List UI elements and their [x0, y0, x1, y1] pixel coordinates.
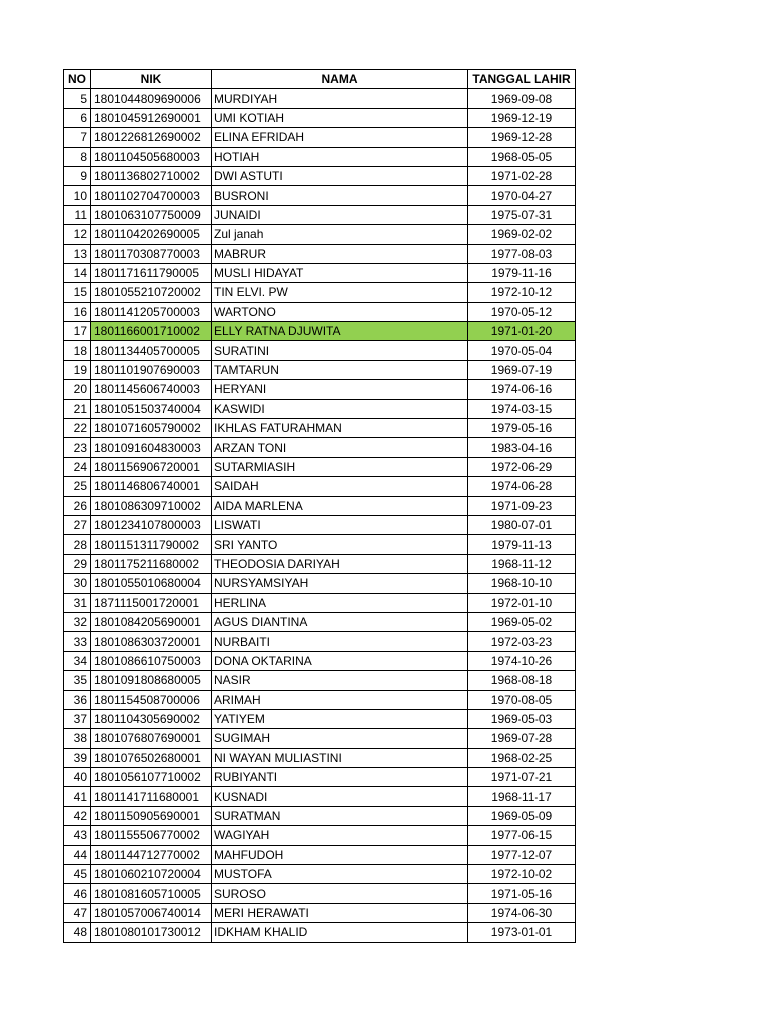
- table-row: [64, 186, 576, 205]
- nik-cell[interactable]: 1801080101730012: [91, 923, 212, 942]
- nama-cell[interactable]: BUSRONI: [212, 186, 468, 205]
- nama-cell[interactable]: MURDIYAH: [212, 89, 468, 108]
- nama-cell[interactable]: MABRUR: [212, 244, 468, 263]
- nik-cell[interactable]: 1801141711680001: [91, 787, 212, 806]
- nik-cell[interactable]: 1801057006740014: [91, 903, 212, 922]
- table-row: [64, 147, 576, 166]
- nama-cell[interactable]: NI WAYAN MULIASTINI: [212, 748, 468, 767]
- nik-cell[interactable]: 1801091604830003: [91, 438, 212, 457]
- row-number-cell[interactable]: 25: [64, 477, 91, 496]
- tanggal-lahir-cell[interactable]: 1970-05-12: [468, 302, 576, 321]
- tanggal-lahir-cell[interactable]: 1968-05-05: [468, 147, 576, 166]
- nama-cell[interactable]: RUBIYANTI: [212, 768, 468, 787]
- nik-cell[interactable]: 1801055010680004: [91, 574, 212, 593]
- tanggal-lahir-cell[interactable]: 1977-06-15: [468, 826, 576, 845]
- nama-cell[interactable]: HERLINA: [212, 593, 468, 612]
- nama-cell[interactable]: MUSTOFA: [212, 865, 468, 884]
- table-row: [64, 108, 576, 127]
- nama-cell[interactable]: KASWIDI: [212, 399, 468, 418]
- nik-cell[interactable]: 1801076502680001: [91, 748, 212, 767]
- row-number-cell[interactable]: 46: [64, 884, 91, 903]
- table-row: [64, 128, 576, 147]
- nik-cell[interactable]: 1801071605790002: [91, 419, 212, 438]
- nama-cell[interactable]: NURSYAMSIYAH: [212, 574, 468, 593]
- tanggal-lahir-cell[interactable]: 1974-06-30: [468, 903, 576, 922]
- table-row: [64, 438, 576, 457]
- row-number-cell[interactable]: 13: [64, 244, 91, 263]
- data-table: [63, 69, 576, 943]
- table-row: [64, 748, 576, 767]
- nik-cell[interactable]: 1801104305690002: [91, 709, 212, 728]
- row-number-cell[interactable]: 5: [64, 89, 91, 108]
- row-number-cell[interactable]: 48: [64, 923, 91, 942]
- nama-cell[interactable]: SUGIMAH: [212, 729, 468, 748]
- nik-cell[interactable]: 1801151311790002: [91, 535, 212, 554]
- row-number-cell[interactable]: 12: [64, 225, 91, 244]
- tanggal-lahir-cell[interactable]: 1972-01-10: [468, 593, 576, 612]
- table-row: [64, 166, 576, 185]
- row-number-cell[interactable]: 11: [64, 205, 91, 224]
- tanggal-lahir-cell[interactable]: 1968-08-18: [468, 671, 576, 690]
- nik-cell[interactable]: 1801104202690005: [91, 225, 212, 244]
- row-number-cell[interactable]: 9: [64, 166, 91, 185]
- tanggal-lahir-cell[interactable]: 1980-07-01: [468, 515, 576, 534]
- tanggal-lahir-cell[interactable]: 1969-12-19: [468, 108, 576, 127]
- table-row: [64, 244, 576, 263]
- table-row: [64, 671, 576, 690]
- nama-cell[interactable]: ARIMAH: [212, 690, 468, 709]
- table-row: [64, 923, 576, 942]
- table-row: [64, 535, 576, 554]
- nik-cell[interactable]: 1801166001710002: [91, 322, 212, 341]
- table-row: [64, 322, 576, 341]
- table-row: [64, 651, 576, 670]
- nama-cell[interactable]: SUTARMIASIH: [212, 457, 468, 476]
- row-number-cell[interactable]: 41: [64, 787, 91, 806]
- nama-cell[interactable]: SUROSO: [212, 884, 468, 903]
- table-row: [64, 632, 576, 651]
- row-number-cell[interactable]: 33: [64, 632, 91, 651]
- nik-cell[interactable]: 1801171611790005: [91, 263, 212, 282]
- tanggal-lahir-cell[interactable]: 1979-11-13: [468, 535, 576, 554]
- nik-cell[interactable]: 1801086610750003: [91, 651, 212, 670]
- row-number-cell[interactable]: 32: [64, 612, 91, 631]
- nama-cell[interactable]: HERYANI: [212, 380, 468, 399]
- nama-cell[interactable]: ELINA EFRIDAH: [212, 128, 468, 147]
- row-number-cell[interactable]: 20: [64, 380, 91, 399]
- nama-cell[interactable]: DWI ASTUTI: [212, 166, 468, 185]
- header-nama[interactable]: NAMA: [212, 70, 468, 89]
- nik-cell[interactable]: 1801104505680003: [91, 147, 212, 166]
- nik-cell[interactable]: 1801084205690001: [91, 612, 212, 631]
- nik-cell[interactable]: 1801146806740001: [91, 477, 212, 496]
- row-number-cell[interactable]: 43: [64, 826, 91, 845]
- nik-cell[interactable]: 1801175211680002: [91, 554, 212, 573]
- row-number-cell[interactable]: 21: [64, 399, 91, 418]
- row-number-cell[interactable]: 23: [64, 438, 91, 457]
- row-number-cell[interactable]: 17: [64, 322, 91, 341]
- table-row: [64, 768, 576, 787]
- nama-cell[interactable]: SURATMAN: [212, 806, 468, 825]
- tanggal-lahir-cell[interactable]: 1971-01-20: [468, 322, 576, 341]
- row-number-cell[interactable]: 36: [64, 690, 91, 709]
- nama-cell[interactable]: SRI YANTO: [212, 535, 468, 554]
- nik-cell[interactable]: 1801170308770003: [91, 244, 212, 263]
- row-number-cell[interactable]: 8: [64, 147, 91, 166]
- nama-cell[interactable]: MAHFUDOH: [212, 845, 468, 864]
- nik-cell[interactable]: 1801141205700003: [91, 302, 212, 321]
- tanggal-lahir-cell[interactable]: 1969-07-28: [468, 729, 576, 748]
- nik-cell[interactable]: 1801145606740003: [91, 380, 212, 399]
- header-no[interactable]: NO: [64, 70, 91, 89]
- table-row: [64, 845, 576, 864]
- nama-cell[interactable]: ELLY RATNA DJUWITA: [212, 322, 468, 341]
- row-number-cell[interactable]: 28: [64, 535, 91, 554]
- row-number-cell[interactable]: 44: [64, 845, 91, 864]
- nama-cell[interactable]: KUSNADI: [212, 787, 468, 806]
- row-number-cell[interactable]: 42: [64, 806, 91, 825]
- table-row: [64, 515, 576, 534]
- row-number-cell[interactable]: 47: [64, 903, 91, 922]
- tanggal-lahir-cell[interactable]: 1971-07-21: [468, 768, 576, 787]
- table-row: [64, 554, 576, 573]
- table-row: [64, 787, 576, 806]
- tanggal-lahir-cell[interactable]: 1969-12-28: [468, 128, 576, 147]
- table-row: [64, 360, 576, 379]
- table-row: [64, 496, 576, 515]
- nama-cell[interactable]: MERI HERAWATI: [212, 903, 468, 922]
- spreadsheet-sheet: [63, 69, 576, 943]
- nik-cell[interactable]: 1801055210720002: [91, 283, 212, 302]
- tanggal-lahir-cell[interactable]: 1972-10-02: [468, 865, 576, 884]
- tanggal-lahir-cell[interactable]: 1969-05-09: [468, 806, 576, 825]
- row-number-cell[interactable]: 24: [64, 457, 91, 476]
- tanggal-lahir-cell[interactable]: 1972-03-23: [468, 632, 576, 651]
- table-row: [64, 884, 576, 903]
- nik-cell[interactable]: 1801076807690001: [91, 729, 212, 748]
- tanggal-lahir-cell[interactable]: 1972-10-12: [468, 283, 576, 302]
- nama-cell[interactable]: LISWATI: [212, 515, 468, 534]
- nama-cell[interactable]: AGUS DIANTINA: [212, 612, 468, 631]
- row-number-cell[interactable]: 14: [64, 263, 91, 282]
- nik-cell[interactable]: 1801051503740004: [91, 399, 212, 418]
- nama-cell[interactable]: THEODOSIA DARIYAH: [212, 554, 468, 573]
- nama-cell[interactable]: SAIDAH: [212, 477, 468, 496]
- tanggal-lahir-cell[interactable]: 1974-06-28: [468, 477, 576, 496]
- tanggal-lahir-cell[interactable]: 1972-06-29: [468, 457, 576, 476]
- row-number-cell[interactable]: 22: [64, 419, 91, 438]
- tanggal-lahir-cell[interactable]: 1983-04-16: [468, 438, 576, 457]
- tanggal-lahir-cell[interactable]: 1969-02-02: [468, 225, 576, 244]
- table-row: [64, 225, 576, 244]
- nama-cell[interactable]: JUNAIDI: [212, 205, 468, 224]
- tanggal-lahir-cell[interactable]: 1968-11-17: [468, 787, 576, 806]
- nik-cell[interactable]: 1801086303720001: [91, 632, 212, 651]
- row-number-cell[interactable]: 38: [64, 729, 91, 748]
- table-body: [64, 89, 576, 942]
- row-number-cell[interactable]: 16: [64, 302, 91, 321]
- row-number-cell[interactable]: 7: [64, 128, 91, 147]
- row-number-cell[interactable]: 45: [64, 865, 91, 884]
- nama-cell[interactable]: IKHLAS FATURAHMAN: [212, 419, 468, 438]
- row-number-cell[interactable]: 6: [64, 108, 91, 127]
- table-row: [64, 263, 576, 282]
- table-row: [64, 574, 576, 593]
- table-row: [64, 690, 576, 709]
- tanggal-lahir-cell[interactable]: 1974-03-15: [468, 399, 576, 418]
- tanggal-lahir-cell[interactable]: 1969-05-03: [468, 709, 576, 728]
- nik-cell[interactable]: 1801136802710002: [91, 166, 212, 185]
- row-number-cell[interactable]: 31: [64, 593, 91, 612]
- tanggal-lahir-cell[interactable]: 1971-09-23: [468, 496, 576, 515]
- row-number-cell[interactable]: 26: [64, 496, 91, 515]
- tanggal-lahir-cell[interactable]: 1968-02-25: [468, 748, 576, 767]
- nama-cell[interactable]: MUSLI HIDAYAT: [212, 263, 468, 282]
- nik-cell[interactable]: 1801091808680005: [91, 671, 212, 690]
- row-number-cell[interactable]: 15: [64, 283, 91, 302]
- header-row: [64, 70, 576, 89]
- nama-cell[interactable]: TAMTARUN: [212, 360, 468, 379]
- table-row: [64, 826, 576, 845]
- nama-cell[interactable]: ARZAN TONI: [212, 438, 468, 457]
- table-row: [64, 399, 576, 418]
- nik-cell[interactable]: 1801044809690006: [91, 89, 212, 108]
- tanggal-lahir-cell[interactable]: 1969-09-08: [468, 89, 576, 108]
- header-nik[interactable]: NIK: [91, 70, 212, 89]
- table-row: [64, 89, 576, 108]
- nama-cell[interactable]: DONA OKTARINA: [212, 651, 468, 670]
- nik-cell[interactable]: 1801155506770002: [91, 826, 212, 845]
- tanggal-lahir-cell[interactable]: 1969-07-19: [468, 360, 576, 379]
- row-number-cell[interactable]: 10: [64, 186, 91, 205]
- nama-cell[interactable]: NASIR: [212, 671, 468, 690]
- row-number-cell[interactable]: 29: [64, 554, 91, 573]
- row-number-cell[interactable]: 19: [64, 360, 91, 379]
- table-row: [64, 419, 576, 438]
- header-tanggal-lahir[interactable]: TANGGAL LAHIR: [468, 70, 576, 89]
- tanggal-lahir-cell[interactable]: 1971-02-28: [468, 166, 576, 185]
- row-number-cell[interactable]: 30: [64, 574, 91, 593]
- nama-cell[interactable]: NURBAITI: [212, 632, 468, 651]
- nik-cell[interactable]: 1801063107750009: [91, 205, 212, 224]
- row-number-cell[interactable]: 35: [64, 671, 91, 690]
- nik-cell[interactable]: 1801144712770002: [91, 845, 212, 864]
- tanggal-lahir-cell[interactable]: 1968-10-10: [468, 574, 576, 593]
- table-row: [64, 457, 576, 476]
- nik-cell[interactable]: 1801154508700006: [91, 690, 212, 709]
- table-row: [64, 341, 576, 360]
- tanggal-lahir-cell[interactable]: 1968-11-12: [468, 554, 576, 573]
- tanggal-lahir-cell[interactable]: 1970-04-27: [468, 186, 576, 205]
- table-row: [64, 865, 576, 884]
- nik-cell[interactable]: 1801045912690001: [91, 108, 212, 127]
- row-number-cell[interactable]: 39: [64, 748, 91, 767]
- table-row: [64, 593, 576, 612]
- nama-cell[interactable]: WARTONO: [212, 302, 468, 321]
- row-number-cell[interactable]: 18: [64, 341, 91, 360]
- table-row: [64, 477, 576, 496]
- nama-cell[interactable]: SURATINI: [212, 341, 468, 360]
- tanggal-lahir-cell[interactable]: 1970-08-05: [468, 690, 576, 709]
- nama-cell[interactable]: AIDA MARLENA: [212, 496, 468, 515]
- tanggal-lahir-cell[interactable]: 1973-01-01: [468, 923, 576, 942]
- table-row: [64, 806, 576, 825]
- nik-cell[interactable]: 1801156906720001: [91, 457, 212, 476]
- nik-cell[interactable]: 1801134405700005: [91, 341, 212, 360]
- nama-cell[interactable]: WAGIYAH: [212, 826, 468, 845]
- table-row: [64, 709, 576, 728]
- nama-cell[interactable]: Zul janah: [212, 225, 468, 244]
- table-row: [64, 612, 576, 631]
- nama-cell[interactable]: TIN ELVI. PW: [212, 283, 468, 302]
- nik-cell[interactable]: 1801234107800003: [91, 515, 212, 534]
- table-row: [64, 205, 576, 224]
- table-row: [64, 302, 576, 321]
- tanggal-lahir-cell[interactable]: 1979-11-16: [468, 263, 576, 282]
- nik-cell[interactable]: 1801150905690001: [91, 806, 212, 825]
- nik-cell[interactable]: 1801226812690002: [91, 128, 212, 147]
- nama-cell[interactable]: HOTIAH: [212, 147, 468, 166]
- table-row: [64, 283, 576, 302]
- tanggal-lahir-cell[interactable]: 1969-05-02: [468, 612, 576, 631]
- row-number-cell[interactable]: 34: [64, 651, 91, 670]
- nama-cell[interactable]: IDKHAM KHALID: [212, 923, 468, 942]
- tanggal-lahir-cell[interactable]: 1974-06-16: [468, 380, 576, 399]
- tanggal-lahir-cell[interactable]: 1970-05-04: [468, 341, 576, 360]
- row-number-cell[interactable]: 27: [64, 515, 91, 534]
- tanggal-lahir-cell[interactable]: 1971-05-16: [468, 884, 576, 903]
- nik-cell[interactable]: 1801081605710005: [91, 884, 212, 903]
- tanggal-lahir-cell[interactable]: 1974-10-26: [468, 651, 576, 670]
- table-row: [64, 903, 576, 922]
- nik-cell[interactable]: 1801056107710002: [91, 768, 212, 787]
- tanggal-lahir-cell[interactable]: 1977-08-03: [468, 244, 576, 263]
- row-number-cell[interactable]: 40: [64, 768, 91, 787]
- nik-cell[interactable]: 1871115001720001: [91, 593, 212, 612]
- nik-cell[interactable]: 1801101907690003: [91, 360, 212, 379]
- tanggal-lahir-cell[interactable]: 1977-12-07: [468, 845, 576, 864]
- table-row: [64, 729, 576, 748]
- tanggal-lahir-cell[interactable]: 1979-05-16: [468, 419, 576, 438]
- nik-cell[interactable]: 1801060210720004: [91, 865, 212, 884]
- tanggal-lahir-cell[interactable]: 1975-07-31: [468, 205, 576, 224]
- row-number-cell[interactable]: 37: [64, 709, 91, 728]
- nama-cell[interactable]: YATIYEM: [212, 709, 468, 728]
- nik-cell[interactable]: 1801102704700003: [91, 186, 212, 205]
- table-row: [64, 380, 576, 399]
- nik-cell[interactable]: 1801086309710002: [91, 496, 212, 515]
- nama-cell[interactable]: UMI KOTIAH: [212, 108, 468, 127]
